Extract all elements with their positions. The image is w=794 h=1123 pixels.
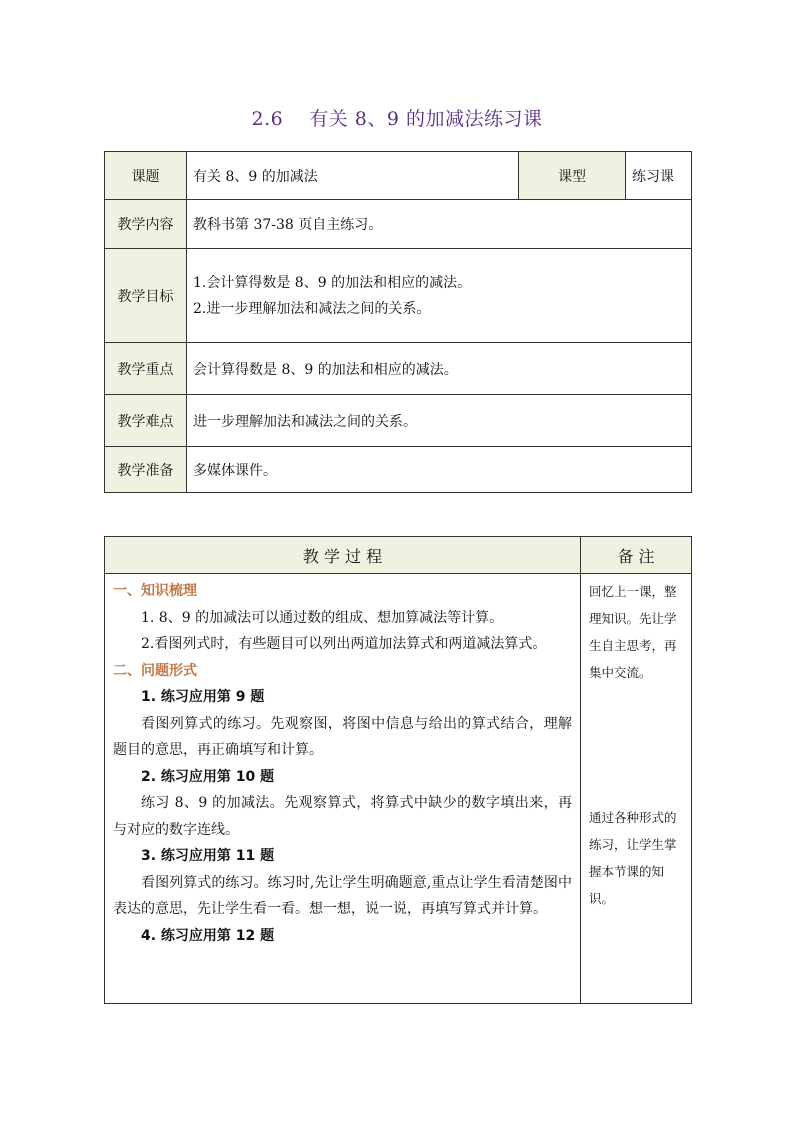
- page-title: [0, 104, 794, 131]
- preparation-row: [105, 447, 692, 493]
- content-value: 教科书第 37-38 页自主练习。: [187, 200, 692, 249]
- knowledge-point-2: 2.看图列式时，有些题目可以列出两道加法算式和两道减法算式。: [141, 636, 547, 652]
- goal-item-1: 1.会计算得数是 8、9 的加法和相应的减法。: [193, 274, 472, 291]
- notes-header: 备 注: [581, 537, 692, 574]
- lesson-info-table: [104, 151, 692, 493]
- content-row: [105, 200, 692, 249]
- topic-label: 课题: [105, 152, 187, 200]
- note-practice: 通过各种形式的练习，让学生掌握本节课的知识。: [589, 810, 677, 906]
- goal-item-2: 2.进一步理解加法和减法之间的关系。: [193, 300, 431, 317]
- exercise-9-text: 看图列算式的练习。先观察图，将图中信息与给出的算式结合，理解题目的意思，再正确填写和计算。: [113, 715, 572, 758]
- knowledge-point-1: 1. 8、9 的加减法可以通过数的组成、想加算减法等计算。: [141, 609, 504, 626]
- goal-value: [187, 249, 692, 343]
- key-point-value: 会计算得数是 8、9 的加法和相应的减法。: [187, 343, 692, 395]
- process-header-row: [105, 537, 692, 574]
- exercise-11-title: 3. 练习应用第 11 题: [141, 848, 275, 864]
- title-text: 有关 8、9 的加减法练习课: [309, 108, 543, 130]
- type-label: 课型: [519, 152, 626, 200]
- content-label: 教学内容: [105, 200, 187, 249]
- topic-row: [105, 152, 692, 200]
- goal-label: 教学目标: [105, 249, 187, 343]
- goal-row: [105, 249, 692, 343]
- process-header: 教 学 过 程: [105, 537, 581, 574]
- exercise-10-text: 练习 8、9 的加减法。先观察算式，将算式中缺少的数字填出来，再与对应的数字连线。: [113, 795, 572, 838]
- note-review: 回忆上一课，整理知识。先让学生自主思考，再集中交流。: [589, 584, 677, 680]
- difficulty-label: 教学难点: [105, 395, 187, 447]
- preparation-value: 多媒体课件。: [187, 447, 692, 493]
- note-spacer: [589, 686, 685, 804]
- notes-content: [581, 574, 692, 1004]
- preparation-label: 教学准备: [105, 447, 187, 493]
- title-number: 2.6: [251, 108, 284, 130]
- exercise-12-title: 4. 练习应用第 12 题: [141, 927, 275, 944]
- exercise-9-title: 1. 练习应用第 9 题: [141, 689, 265, 705]
- exercise-11-text: 看图列算式的练习。练习时,先让学生明确题意,重点让学生看清楚图中表达的意思，先让学生看一看。想一想，说一说，再填写算式并计算。: [113, 874, 572, 917]
- process-content: [105, 574, 581, 1004]
- section-problem-forms: 二、问题形式: [113, 662, 197, 679]
- key-point-label: 教学重点: [105, 343, 187, 395]
- topic-value: 有关 8、9 的加减法: [187, 152, 519, 200]
- type-value: 练习课: [626, 152, 692, 200]
- exercise-10-title: 2. 练习应用第 10 题: [141, 768, 275, 785]
- process-body-row: [105, 574, 692, 1004]
- teaching-process-table: [104, 536, 692, 1004]
- difficulty-row: [105, 395, 692, 447]
- section-knowledge-review: 一、知识梳理: [113, 583, 197, 599]
- difficulty-value: 进一步理解加法和减法之间的关系。: [187, 395, 692, 447]
- key-point-row: [105, 343, 692, 395]
